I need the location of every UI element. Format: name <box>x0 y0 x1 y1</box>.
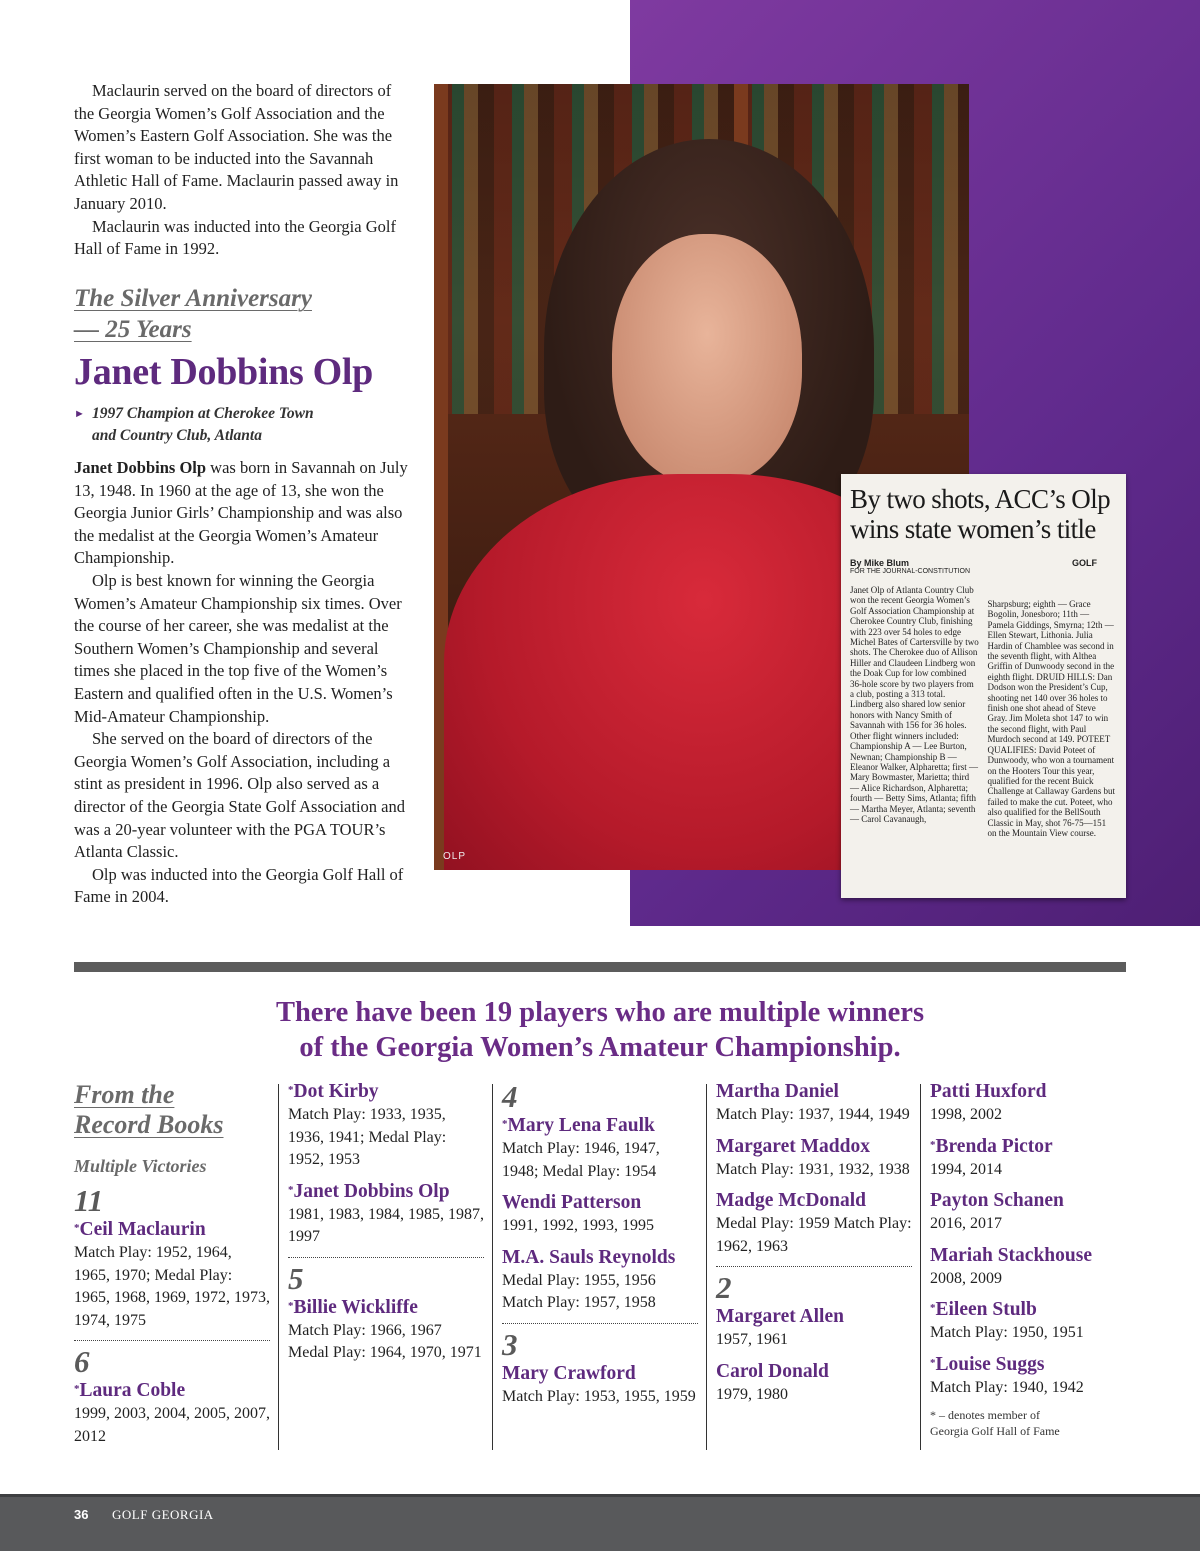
bio-paragraph <box>74 457 414 570</box>
hall-of-fame-marker: * <box>288 1084 294 1096</box>
player-name: Mariah Stackhouse <box>930 1244 1092 1266</box>
player-detail: 1998, 2002 <box>930 1106 1002 1123</box>
clipping-byline <box>850 558 1117 575</box>
headline-line: There have been 19 players who are multiple winners <box>275 997 925 1028</box>
records-column-2 <box>288 1080 484 1373</box>
clipping-body <box>850 585 1117 838</box>
clipping-column: Sharpsburg; eighth — Grace Bogolin, Jonesboro; 11th — Pamela Giddings, Smyrna; 12th — Ellen Stewart, Lithonia. Julia Hardin of Chamblee was second in the seventh flight, with Althea Griffin of Dunwoody second in the eighth flight. DRUID HILLS: Dan Dodson won the President’s Cup, shooting net 140 over 36 holes to finish one shot ahead of Steve Gray. Jim Moleta shot 147 to win the second flight, with Paul Murdoch second at 149. POTEET QUALIFIES: David Poteet of Dunwoody, who won a tournament on the Hooters Tour this year, qualified for the recent Buick Challenge at Callaway Gardens but failed to make the cut. Poteet, who also qualified for the BellSouth Classic in May, shot 76-75—151 on the Mountain View course. <box>987 599 1115 838</box>
clipping-headline-line: wins state women’s title <box>850 514 1096 544</box>
player-detail: Match Play: 1950, 1951 <box>930 1324 1084 1341</box>
clipping-section: GOLF <box>1072 558 1097 568</box>
bullet-line: 1997 Champion at Cherokee Town <box>92 405 314 422</box>
clipping-column: Janet Olp of Atlanta Country Club won the recent Georgia Women’s Golf Association Championship at Cherokee Country Club, finishing with 223 over 54 holes to edge Michel Bates of Cartersville by two shots. The Cherokee duo of Allison Hiller and Claudeen Lindberg won the Doak Cup for low combined 36-hole score by two players from a club, posting a 313 total. Lindberg also shared low senior honors with Nancy Smith of Savannah with 156 for 36 holes. Other flight winners included: Championship A — Lee Burton, Newnan; Championship B — Eleanor Walker, Alpharetta; first — Mary Bowmaster, Marietta; third — Alice Richardson, Alpharetta; fourth — Betty Sims, Atlanta; fifth — Martha Meyer, Atlanta; seventh — Carol Cavanaugh, <box>850 585 979 824</box>
bio-name: Janet Dobbins Olp <box>74 458 207 477</box>
player-name <box>930 1298 1126 1322</box>
column-rule <box>278 1084 279 1450</box>
player-detail: Match Play: 1946, 1947, 1948; Medal Play: 1954 <box>502 1140 660 1180</box>
magazine-name: GOLF GEORGIA <box>112 1507 214 1522</box>
player-name-text: Laura Coble <box>79 1380 186 1401</box>
player-name-text: Louise Suggs <box>935 1353 1045 1375</box>
clipping-source: FOR THE JOURNAL-CONSTITUTION <box>850 568 971 575</box>
intro-paragraph: Maclaurin was inducted into the Georgia Golf Hall of Fame in 1992. <box>74 216 396 259</box>
player-detail: Match Play: 1940, 1942 <box>930 1378 1084 1396</box>
player-name <box>288 1180 484 1204</box>
player-detail: 1957, 1961 <box>716 1331 788 1348</box>
player-detail: Match Play: 1952, 1964, 1965, 1970; Medal Play: 1965, 1968, 1969, 1972, 1973, 1974, 1975 <box>74 1244 270 1329</box>
biography-text <box>74 457 414 909</box>
dotted-divider <box>74 1340 270 1341</box>
player-name-text: Brenda Pictor <box>935 1135 1053 1157</box>
bio-paragraph: She served on the board of directors of the Georgia Women’s Golf Association, including a stint as president in 1996. Olp also served as a director of the Georgia State Golf Association and was a 20-year volunteer with the PGA TOUR’s Atlanta Classic. <box>74 729 405 862</box>
dotted-divider <box>288 1257 484 1258</box>
multiple-winners-headline <box>74 995 1126 1065</box>
triangle-bullet-icon: ► <box>74 408 85 420</box>
records-column-1 <box>74 1184 270 1456</box>
player-detail: 2016, 2017 <box>930 1215 1002 1232</box>
hall-of-fame-marker: * <box>502 1118 508 1130</box>
records-column-3 <box>502 1080 698 1416</box>
article-title: Janet Dobbins Olp <box>74 351 373 393</box>
footnote <box>930 1407 1126 1439</box>
footnote-line: Georgia Golf Hall of Fame <box>930 1424 1060 1438</box>
column-rule <box>492 1084 493 1450</box>
footnote-line: * – denotes member of <box>930 1408 1040 1422</box>
player-name: Martha Daniel <box>716 1081 839 1102</box>
player-detail: 1981, 1983, 1984, 1985, 1987, 1997 <box>288 1205 484 1245</box>
section-kicker <box>74 283 312 345</box>
player-name <box>930 1135 1126 1159</box>
hall-of-fame-marker: * <box>74 1222 80 1234</box>
clipping-author: By Mike Blum <box>850 558 910 568</box>
intro-paragraph: Maclaurin served on the board of directors of the Georgia Women’s Golf Association and the Women’s Eastern Golf Association. She was the first woman to be inducted into the Savannah Athletic Hall of Fame. Maclaurin passed away in January 2010. <box>74 81 399 213</box>
headline-line: of the Georgia Women’s Amateur Championship. <box>299 1032 901 1063</box>
victory-count: 2 <box>716 1270 732 1305</box>
bullet-line: and Country Club, Atlanta <box>92 427 262 444</box>
bio-paragraph: Olp was inducted into the Georgia Golf Hall of Fame in 2004. <box>74 864 404 907</box>
column-rule <box>920 1084 921 1450</box>
record-books-title-line: From the <box>74 1080 175 1109</box>
player-detail: Medal Play: 1959 Match Play: 1962, 1963 <box>716 1215 912 1255</box>
player-name: Carol Donald <box>716 1360 829 1382</box>
player-detail: Match Play: 1937, 1944, 1949 <box>716 1106 910 1123</box>
player-name: Payton Schanen <box>930 1190 1064 1211</box>
victory-count: 11 <box>74 1183 104 1218</box>
player-name-text: Ceil Maclaurin <box>79 1219 206 1240</box>
hall-of-fame-marker: * <box>930 1302 936 1314</box>
hall-of-fame-marker: * <box>930 1356 936 1369</box>
victory-count: 6 <box>74 1344 90 1379</box>
intro-text <box>74 80 414 261</box>
page-footer <box>0 1494 1200 1551</box>
player-detail: Match Play: 1953, 1955, 1959 <box>502 1387 696 1405</box>
clipping-headline-line: By two shots, ACC’s Olp <box>850 484 1111 514</box>
record-books-title <box>74 1080 224 1140</box>
victory-count: 4 <box>502 1079 518 1114</box>
player-detail: 1999, 2003, 2004, 2005, 2007, 2012 <box>74 1405 270 1445</box>
player-name: Patti Huxford <box>930 1081 1047 1102</box>
bio-paragraph: Olp is best known for winning the Georgia Women’s Amateur Championship six times. Over the course of her career, she was medalist at the Southern Women’s Championship and several times she placed in the top five of the Women’s Eastern and qualified often in the U.S. Women’s Mid-Amateur Championship. <box>74 570 402 726</box>
kicker-line: — 25 Years <box>74 316 192 343</box>
page-number: 36 <box>74 1507 89 1522</box>
player-name <box>930 1353 1126 1377</box>
section-divider <box>74 962 1126 972</box>
records-column-4 <box>716 1080 912 1414</box>
player-detail: Match Play: 1966, 1967 Medal Play: 1964, 1970, 1971 <box>288 1321 482 1361</box>
player-name: Margaret Allen <box>716 1306 844 1327</box>
column-rule <box>706 1084 707 1450</box>
clipping-headline <box>850 484 1117 544</box>
player-detail: 1979, 1980 <box>716 1385 788 1403</box>
player-name <box>74 1379 270 1403</box>
player-detail: 1991, 1992, 1993, 1995 <box>502 1217 654 1234</box>
player-name: Mary Crawford <box>502 1362 636 1384</box>
player-detail: 1994, 2014 <box>930 1160 1002 1178</box>
hall-of-fame-marker: * <box>288 1299 294 1312</box>
kicker-line: The Silver Anniversary <box>74 285 312 312</box>
newspaper-clipping <box>841 474 1126 898</box>
victory-count: 3 <box>502 1326 518 1362</box>
dotted-divider <box>502 1323 698 1324</box>
player-name <box>288 1080 484 1104</box>
player-name <box>502 1114 698 1138</box>
player-detail: 2008, 2009 <box>930 1269 1002 1287</box>
dotted-divider <box>716 1266 912 1267</box>
player-detail: Medal Play: 1955, 1956 Match Play: 1957, 1958 <box>502 1271 656 1311</box>
record-books-title-line: Record Books <box>74 1110 224 1139</box>
player-name: Wendi Patterson <box>502 1192 642 1213</box>
player-name-text: Eileen Stulb <box>935 1299 1037 1320</box>
records-column-5 <box>930 1080 1126 1439</box>
player-name-text: Janet Dobbins Olp <box>293 1180 450 1202</box>
player-name: Margaret Maddox <box>716 1135 870 1157</box>
champion-bullet <box>74 403 404 447</box>
player-name-text: Billie Wickliffe <box>293 1296 418 1318</box>
player-name <box>288 1296 484 1320</box>
hall-of-fame-marker: * <box>74 1383 80 1395</box>
player-detail: Match Play: 1931, 1932, 1938 <box>716 1160 910 1178</box>
player-name-text: Mary Lena Faulk <box>507 1115 655 1136</box>
record-books-subtitle: Multiple Victories <box>74 1156 207 1176</box>
victory-count: 5 <box>288 1260 304 1296</box>
bio-text: was born in Savannah on July 13, 1948. In 1960 at the age of 13, she won the Georgia Junior Girls’ Championship and was also the medalist at the Georgia Women’s Amateur Championship. <box>74 458 408 568</box>
player-name <box>74 1218 270 1242</box>
player-name: Madge McDonald <box>716 1190 867 1211</box>
player-name-text: Dot Kirby <box>293 1081 379 1102</box>
portrait-face <box>612 234 802 484</box>
player-detail: Match Play: 1933, 1935, 1936, 1941; Medal Play: 1952, 1953 <box>288 1106 447 1168</box>
hall-of-fame-marker: * <box>288 1183 294 1196</box>
photo-caption: OLP <box>443 851 467 862</box>
player-name: M.A. Sauls Reynolds <box>502 1246 676 1268</box>
hall-of-fame-marker: * <box>930 1138 936 1151</box>
